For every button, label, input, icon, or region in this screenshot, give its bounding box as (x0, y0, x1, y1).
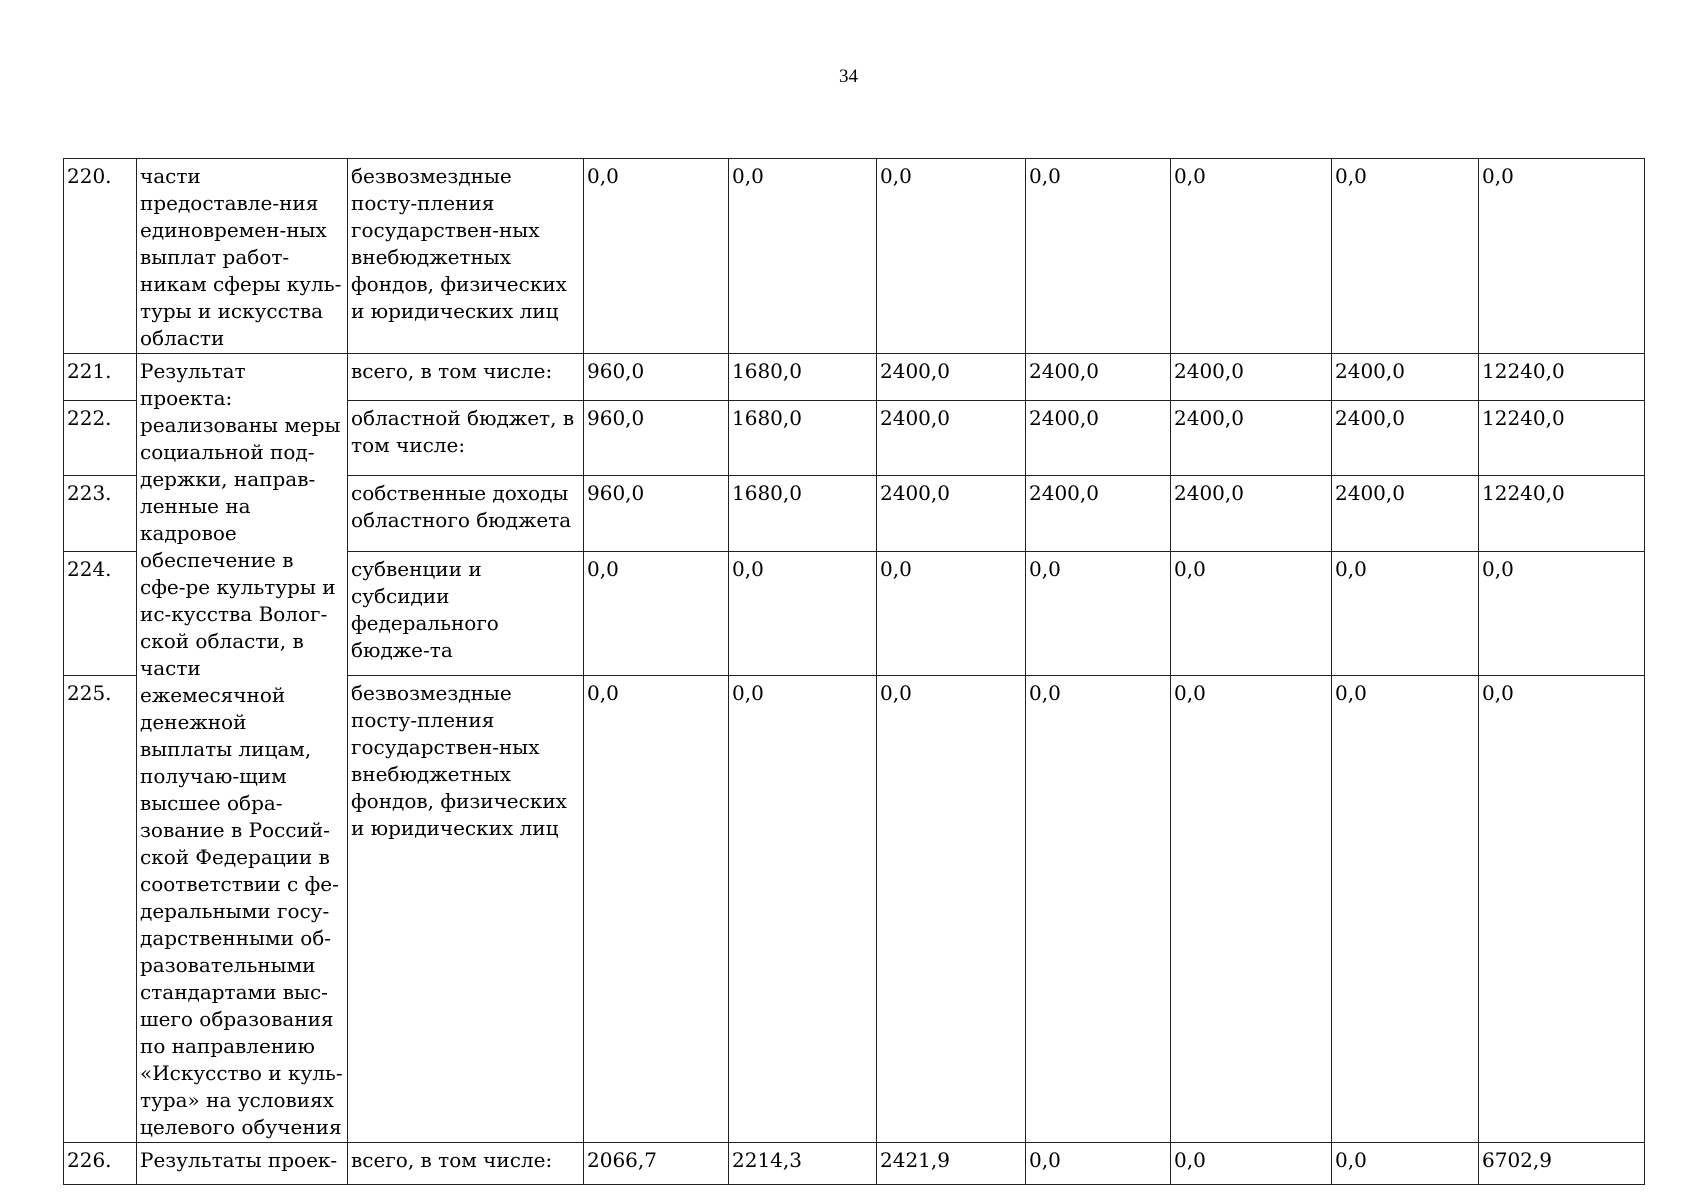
row-index: 222. (64, 400, 137, 475)
value-cell: 0,0 (1171, 1143, 1332, 1185)
budget-table (63, 158, 1645, 1185)
row-funding-source: субвенции и субсидии федерального бюдже-та (348, 551, 584, 675)
row-index: 224. (64, 551, 137, 675)
value-cell: 0,0 (1026, 159, 1171, 354)
row-description: Результат проекта: реализованы меры социальной под-держки, направ-ленные на кадровое обеспечение в сфе-ре культуры и ис-кусства Волог-ской области, в части ежемесячной денежной выплаты лицам, получаю-щим высшее обра-зование в Россий-ской Федерации в соответствии с фе-деральными госу-дарственными об-разовательными стандартами выс-шего образования по направлению «Искусство и куль-тура» на условиях целевого обучения (137, 354, 348, 1143)
value-cell: 2214,3 (729, 1143, 877, 1185)
value-cell: 0,0 (1026, 551, 1171, 675)
table-row (64, 1143, 1645, 1185)
value-cell: 2400,0 (877, 475, 1026, 551)
value-cell: 0,0 (1026, 1143, 1171, 1185)
value-cell: 0,0 (1332, 159, 1479, 354)
value-cell: 960,0 (584, 475, 729, 551)
value-cell: 1680,0 (729, 400, 877, 475)
row-index: 221. (64, 354, 137, 401)
value-cell-total: 0,0 (1479, 551, 1645, 675)
value-cell: 0,0 (877, 551, 1026, 675)
value-cell: 2400,0 (1332, 400, 1479, 475)
value-cell: 2400,0 (1171, 400, 1332, 475)
row-funding-source: безвозмездные посту-пления государствен-ных внебюджетных фондов, физических и юридических лиц (348, 675, 584, 1142)
value-cell: 2400,0 (1332, 354, 1479, 401)
value-cell: 0,0 (584, 551, 729, 675)
value-cell: 0,0 (729, 675, 877, 1142)
row-index: 220. (64, 159, 137, 354)
value-cell: 2400,0 (1026, 354, 1171, 401)
value-cell: 0,0 (729, 159, 877, 354)
row-index: 226. (64, 1143, 137, 1185)
value-cell: 2400,0 (1026, 400, 1171, 475)
value-cell-total: 6702,9 (1479, 1143, 1645, 1185)
value-cell: 2400,0 (1026, 475, 1171, 551)
value-cell: 0,0 (584, 159, 729, 354)
value-cell: 0,0 (1026, 675, 1171, 1142)
value-cell: 0,0 (729, 551, 877, 675)
table-row (64, 354, 1645, 401)
row-funding-source: областной бюджет, в том числе: (348, 400, 584, 475)
value-cell: 1680,0 (729, 475, 877, 551)
table-row (64, 159, 1645, 354)
value-cell: 2400,0 (1332, 475, 1479, 551)
row-index: 225. (64, 675, 137, 1142)
value-cell-total: 12240,0 (1479, 354, 1645, 401)
value-cell-total: 0,0 (1479, 159, 1645, 354)
value-cell: 0,0 (1171, 551, 1332, 675)
value-cell: 1680,0 (729, 354, 877, 401)
value-cell: 2400,0 (877, 354, 1026, 401)
value-cell: 0,0 (1171, 159, 1332, 354)
value-cell-total: 0,0 (1479, 675, 1645, 1142)
value-cell: 0,0 (1332, 1143, 1479, 1185)
row-funding-source: безвозмездные посту-пления государствен-ных внебюджетных фондов, физических и юридических лиц (348, 159, 584, 354)
value-cell: 2066,7 (584, 1143, 729, 1185)
value-cell: 2400,0 (1171, 354, 1332, 401)
row-funding-source: собственные доходы областного бюджета (348, 475, 584, 551)
value-cell: 0,0 (877, 675, 1026, 1142)
value-cell: 0,0 (1332, 551, 1479, 675)
value-cell: 2400,0 (1171, 475, 1332, 551)
value-cell: 2400,0 (877, 400, 1026, 475)
value-cell-total: 12240,0 (1479, 475, 1645, 551)
value-cell: 2421,9 (877, 1143, 1026, 1185)
row-funding-source: всего, в том числе: (348, 354, 584, 401)
value-cell: 0,0 (584, 675, 729, 1142)
value-cell: 0,0 (877, 159, 1026, 354)
row-description: Результаты проек- (137, 1143, 348, 1185)
value-cell: 0,0 (1171, 675, 1332, 1142)
row-funding-source: всего, в том числе: (348, 1143, 584, 1185)
value-cell: 0,0 (1332, 675, 1479, 1142)
row-description: части предоставле-ния единовремен-ных выплат работ-никам сферы куль-туры и искусства области (137, 159, 348, 354)
row-index: 223. (64, 475, 137, 551)
value-cell: 960,0 (584, 400, 729, 475)
value-cell-total: 12240,0 (1479, 400, 1645, 475)
value-cell: 960,0 (584, 354, 729, 401)
page-number: 34 (839, 66, 858, 87)
